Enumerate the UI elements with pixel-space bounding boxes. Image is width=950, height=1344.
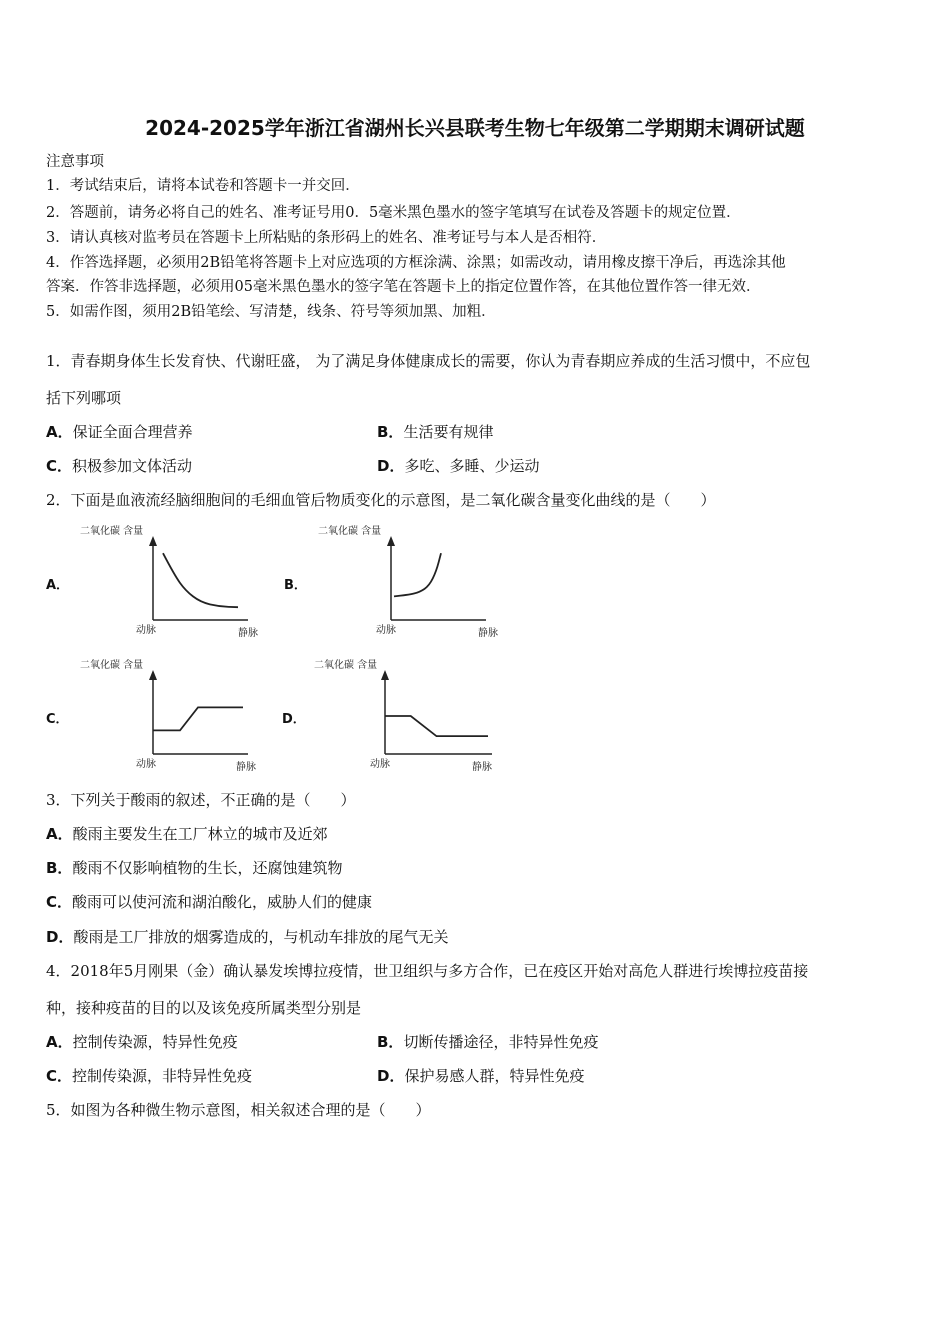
chart-a xyxy=(78,520,268,640)
option-text: 酸雨是工厂排放的烟雾造成的，与机动车排放的尾气无关 xyxy=(73,928,449,946)
notice-item: 2．答题前，请务必将自己的姓名、准考证号用0．5毫米黑色墨水的签字笔填写在试卷及答题卡的规定位置． xyxy=(46,205,741,221)
option-d[interactable] xyxy=(377,456,539,476)
option-key: D． xyxy=(377,1067,405,1085)
option-text: 控制传染源，特异性免疫 xyxy=(72,1033,238,1051)
option-key: B． xyxy=(46,859,73,877)
option-text: 积极参加文体活动 xyxy=(72,457,193,475)
y-axis-label: 二氧化碳 含量 xyxy=(314,660,378,671)
notice-item: 答案．作答非选择题，必须用05毫米黑色墨水的签字笔在答题卡上的指定位置作答，在其他位置作答一律无效． xyxy=(46,279,761,295)
option-b[interactable] xyxy=(377,1032,598,1052)
option-key: C． xyxy=(46,893,73,911)
notice-item: 1．考试结束后，请将本试卷和答题卡一并交回． xyxy=(46,178,360,194)
question-number: 2． xyxy=(46,491,71,509)
y-axis-label: 二氧化碳 含量 xyxy=(318,526,382,537)
y-axis-label: 二氧化碳 含量 xyxy=(80,526,144,537)
option-key: C． xyxy=(46,1067,73,1085)
option-text: 控制传染源，非特异性免疫 xyxy=(72,1067,253,1085)
option-c[interactable] xyxy=(46,892,372,912)
question-number: 4． xyxy=(46,962,71,980)
option-a[interactable] xyxy=(46,824,328,844)
x-end-label: 静脉 xyxy=(472,762,492,773)
notice-item: 4．作答选择题，必须用2B铅笔将答题卡上对应选项的方框涂满、涂黑；如需改动，请用橡皮擦干净后，再选涂其他 xyxy=(46,255,786,271)
option-d[interactable] xyxy=(46,927,448,947)
question-1 xyxy=(46,351,810,371)
y-axis-arrow xyxy=(381,670,389,680)
chart-d xyxy=(310,654,510,774)
option-text: 保证全面合理营养 xyxy=(72,423,193,441)
co2-curve xyxy=(153,707,243,730)
y-axis-arrow xyxy=(387,536,395,546)
notice-item: 3．请认真核对监考员在答题卡上所粘贴的条形码上的姓名、准考证号与本人是否相符． xyxy=(46,230,607,246)
question-text: 2018年5月刚果（金）确认暴发埃博拉疫情，世卫组织与多方合作，已在疫区开始对高危人群进行埃博拉疫苗接 xyxy=(70,962,809,980)
question-text: 青春期身体生长发育快、代谢旺盛， 为了满足身体健康成长的需要，你认为青春期应养成的生活习惯中，不应包 xyxy=(70,352,811,370)
chart-c xyxy=(78,654,268,774)
option-key: A． xyxy=(46,825,73,843)
x-end-label: 静脉 xyxy=(236,762,256,773)
y-axis-arrow xyxy=(149,670,157,680)
x-start-label: 动脉 xyxy=(136,625,156,636)
option-text: 多吃、多睡、少运动 xyxy=(404,457,540,475)
chart-b xyxy=(316,520,506,640)
page-title: 2024-2025学年浙江省湖州长兴县联考生物七年级第二学期期末调研试题 xyxy=(145,116,805,140)
co2-curve xyxy=(385,716,488,736)
option-c[interactable] xyxy=(46,1066,252,1086)
option-c[interactable] xyxy=(46,456,192,476)
y-axis-arrow xyxy=(149,536,157,546)
option-key: B． xyxy=(377,423,404,441)
option-b[interactable] xyxy=(46,858,342,878)
y-axis-label: 二氧化碳 含量 xyxy=(80,660,144,671)
option-key: A． xyxy=(46,1033,73,1051)
question-text: 如图为各种微生物示意图，相关叙述合理的是（ ） xyxy=(70,1101,431,1119)
option-text: 保护易感人群，特异性免疫 xyxy=(404,1067,585,1085)
notice-item: 5．如需作图，须用2B铅笔绘、写清楚，线条、符号等须加黑、加粗． xyxy=(46,304,496,320)
option-key: D． xyxy=(377,457,405,475)
option-b[interactable]: B． xyxy=(284,578,307,593)
option-text: 生活要有规律 xyxy=(403,423,494,441)
option-a[interactable] xyxy=(46,1032,238,1052)
question-number: 1． xyxy=(46,352,71,370)
option-key: B． xyxy=(377,1033,404,1051)
option-text: 酸雨可以使河流和湖泊酸化，威胁人们的健康 xyxy=(72,893,373,911)
x-start-label: 动脉 xyxy=(136,759,156,770)
option-key: A． xyxy=(46,423,73,441)
question-2 xyxy=(46,490,716,510)
option-text: 切断传播途径，非特异性免疫 xyxy=(403,1033,599,1051)
question-3 xyxy=(46,790,356,810)
question-text: 下列关于酸雨的叙述，不正确的是（ ） xyxy=(70,791,356,809)
option-a[interactable] xyxy=(46,422,193,442)
x-end-label: 静脉 xyxy=(478,628,498,639)
question-number: 3． xyxy=(46,791,71,809)
option-key: C． xyxy=(46,457,73,475)
co2-curve xyxy=(163,553,238,607)
question-text: 下面是血液流经脑细胞间的毛细血管后物质变化的示意图，是二氧化碳含量变化曲线的是（ ） xyxy=(70,491,716,509)
question-1-cont: 括下列哪项 xyxy=(46,389,122,407)
co2-curve xyxy=(394,553,441,596)
option-text: 酸雨主要发生在工厂林立的城市及近郊 xyxy=(72,825,328,843)
option-d[interactable]: D． xyxy=(282,712,306,727)
option-b[interactable] xyxy=(377,422,493,442)
x-start-label: 动脉 xyxy=(376,625,396,636)
notice-heading: 注意事项 xyxy=(46,154,104,170)
question-4 xyxy=(46,961,808,981)
option-key: D． xyxy=(46,928,74,946)
x-end-label: 静脉 xyxy=(238,628,258,639)
x-start-label: 动脉 xyxy=(370,759,390,770)
question-4-cont: 种，接种疫苗的目的以及该免疫所属类型分别是 xyxy=(46,999,362,1017)
question-5 xyxy=(46,1100,431,1120)
option-c[interactable]: C． xyxy=(46,712,69,727)
option-d[interactable] xyxy=(377,1066,584,1086)
option-text: 酸雨不仅影响植物的生长，还腐蚀建筑物 xyxy=(72,859,343,877)
option-a[interactable]: A． xyxy=(46,578,70,593)
question-number: 5． xyxy=(46,1101,71,1119)
